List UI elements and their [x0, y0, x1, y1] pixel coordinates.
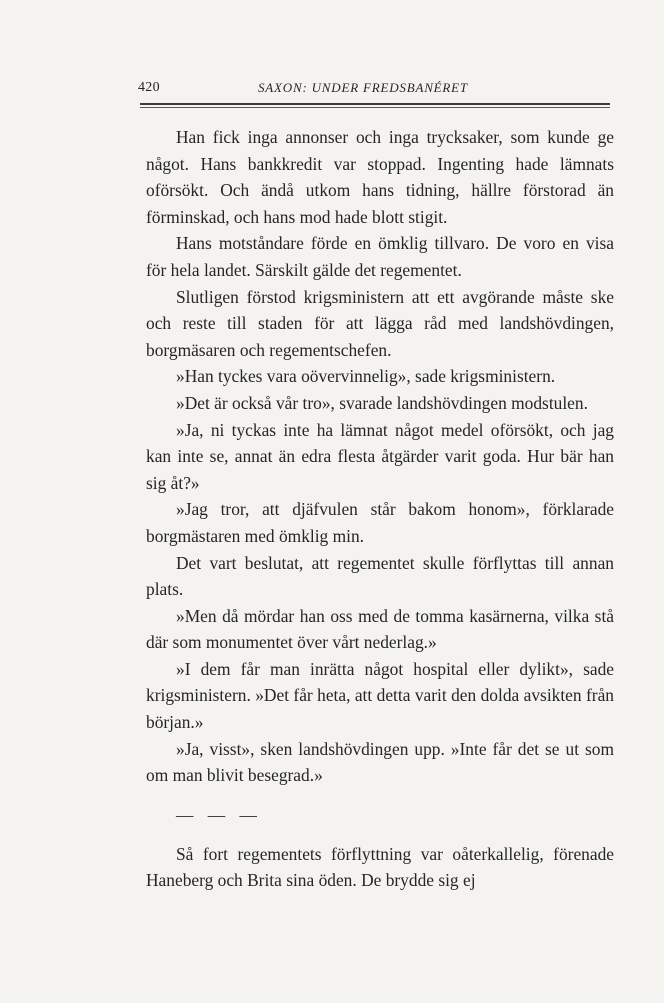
closing-paragraph: Så fort regementets förflyttning var oåterkallelig, förenade Haneberg och Brita sina öden. De brydde sig ej — [146, 843, 614, 891]
running-head: SAXON: UNDER FREDSBANÉRET — [258, 80, 468, 95]
paragraph: »Men då mördar han oss med de tomma kasärnerna, vilka stå där som monumentet över vårt nederlag.» — [146, 605, 614, 653]
paragraph: Han fick inga annonser och inga trycksaker, som kunde ge något. Hans bankkredit var stoppad. Ingenting hade lämnats oförsökt. Och ändå utkom hans tidning, hällre förstorad än förminskad, och hans mod hade blott stigit. — [146, 127, 614, 227]
paragraph: »Ja, ni tyckas inte ha lämnat något medel oförsökt, och jag kan inte se, annat än edra flesta åtgärder varit goda. Hur bär han sig åt?» — [146, 419, 614, 493]
paragraph: »Jag tror, att djäfvulen står bakom honom», förklarade borgmästaren med ömklig min. — [146, 499, 614, 546]
header-rule-thick — [140, 103, 610, 105]
body-text — [146, 124, 614, 894]
paragraph: »I dem får man inrätta något hospital eller dylikt», sade krigsministern. »Det får heta, att detta varit den dolda avsikten från början.» — [146, 658, 614, 733]
paragraph: »Han tyckes vara oövervinnelig», sade krigsministern. — [176, 366, 556, 387]
header-rule-thin — [140, 107, 610, 108]
section-separator: — — — — [176, 804, 262, 825]
paragraph: Slutligen förstod krigsministern att ett avgörande måste ske och reste till staden för att lägga råd med landshövdingen, borgmäsaren och regementschefen. — [146, 286, 614, 360]
page-number: 420 — [138, 80, 160, 95]
page-header — [138, 80, 611, 102]
paragraph: »Det är också vår tro», svarade landshövdingen modstulen. — [176, 392, 588, 413]
paragraph: Det vart beslutat, att regementet skulle förflyttas till annan plats. — [146, 552, 614, 600]
paragraph: »Ja, visst», sken landshövdingen upp. »Inte får det se ut som om man blivit besegrad.» — [146, 738, 614, 786]
paragraph: Hans motståndare förde en ömklig tillvaro. De voro en visa för hela landet. Särskilt gälde det regementet. — [146, 233, 614, 280]
